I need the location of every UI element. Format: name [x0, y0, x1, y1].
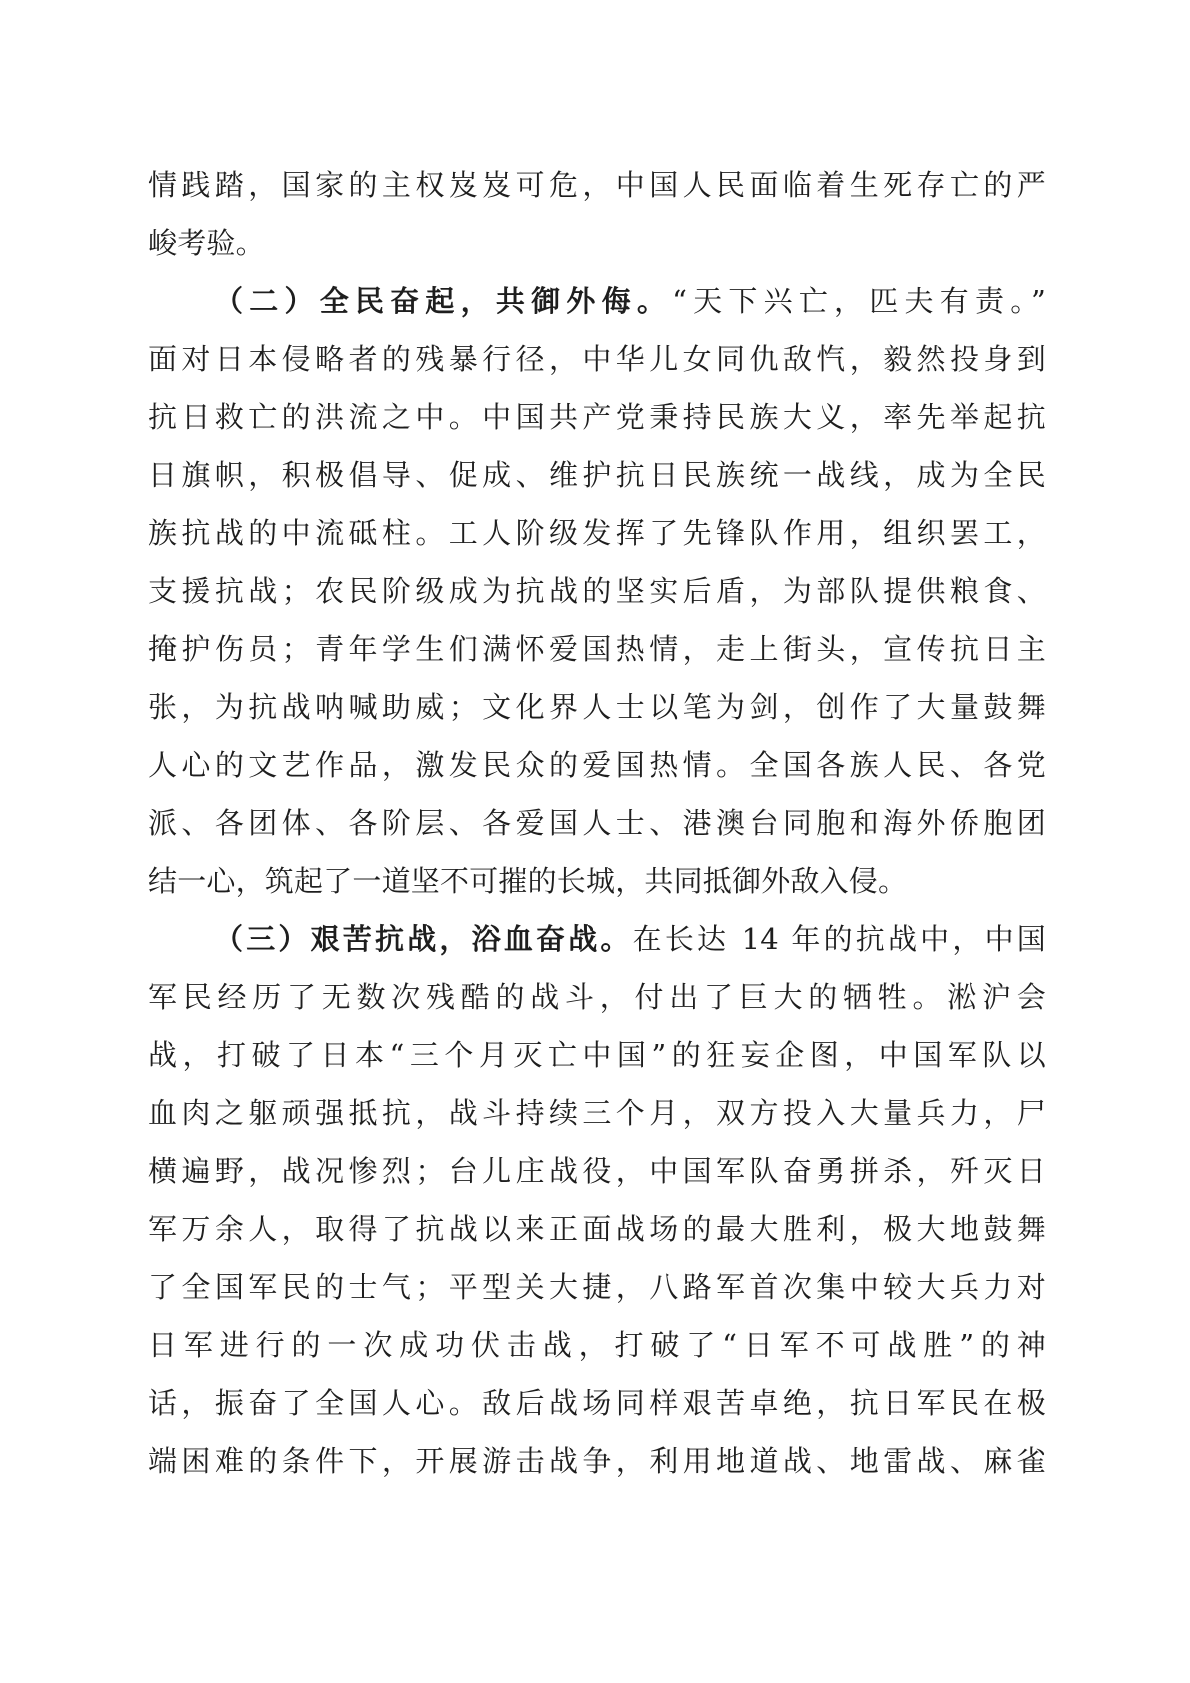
text-line: 面对日本侵略者的残暴行径，中华儿女同仇敌忾，毅然投身到: [148, 342, 1046, 376]
text-line: 端困难的条件下，开展游击战争，利用地道战、地雷战、麻雀: [148, 1444, 1046, 1478]
text-line: 战，打破了日本“三个月灭亡中国”的狂妄企图，中国军队以: [148, 1038, 1046, 1072]
text-line: 横遍野，战况惨烈；台儿庄战役，中国军队奋勇拼杀，歼灭日: [148, 1154, 1046, 1188]
text-line: 掩护伤员；青年学生们满怀爱国热情，走上街头，宣传抗日主: [148, 632, 1046, 666]
text-line: 派、各团体、各阶层、各爱国人士、港澳台同胞和海外侨胞团: [148, 806, 1046, 840]
section-heading: （二）全民奋起，共御外侮。: [214, 284, 673, 318]
text-line: 峻考验。: [148, 226, 265, 260]
text-line: 日旗帜，积极倡导、促成、维护抗日民族统一战线，成为全民: [148, 458, 1046, 492]
text-line: 结一心，筑起了一道坚不可摧的长城，共同抵御外敌入侵。: [148, 864, 908, 898]
text-line: 抗日救亡的洪流之中。中国共产党秉持民族大义，率先举起抗: [148, 400, 1046, 434]
text-line: 族抗战的中流砥柱。工人阶级发挥了先锋队作用，组织罢工，: [148, 516, 1046, 550]
text-line: 了全国军民的士气；平型关大捷，八路军首次集中较大兵力对: [148, 1270, 1046, 1304]
text-line: 情践踏，国家的主权岌岌可危，中国人民面临着生死存亡的严: [148, 168, 1046, 202]
paragraph-first-line: [148, 272, 1046, 330]
text-line: 话，振奋了全国人心。敌后战场同样艰苦卓绝，抗日军民在极: [148, 1386, 1046, 1420]
section-heading: （三）艰苦抗战，浴血奋战。: [214, 922, 633, 956]
text-line: 军万余人，取得了抗战以来正面战场的最大胜利，极大地鼓舞: [148, 1212, 1046, 1246]
text-line: 日军进行的一次成功伏击战，打破了“日军不可战胜”的神: [148, 1328, 1046, 1362]
text-line: 张，为抗战呐喊助威；文化界人士以笔为剑，创作了大量鼓舞: [148, 690, 1046, 724]
text-line: 人心的文艺作品，激发民众的爱国热情。全国各族人民、各党: [148, 748, 1046, 782]
document-body: [148, 156, 1046, 1490]
text-line: 血肉之躯顽强抵抗，战斗持续三个月，双方投入大量兵力，尸: [148, 1096, 1046, 1130]
paragraph-first-line: [148, 910, 1046, 968]
text-line: 支援抗战；农民阶级成为抗战的坚实后盾，为部队提供粮食、: [148, 574, 1046, 608]
text-span: “天下兴亡，匹夫有责。”: [672, 284, 1046, 318]
text-line: 军民经历了无数次残酷的战斗，付出了巨大的牺牲。淞沪会: [148, 980, 1046, 1014]
text-span: 在长达 14 年的抗战中，中国: [632, 922, 1046, 956]
